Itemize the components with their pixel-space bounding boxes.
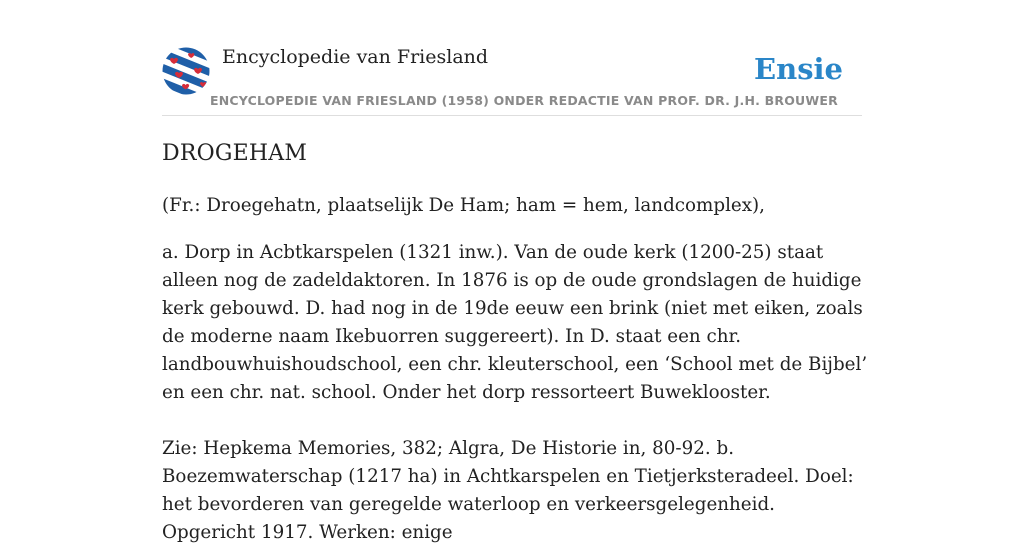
ensie-brand-link[interactable]: Ensie xyxy=(754,52,843,86)
article-paragraph: Zie: Hepkema Memories, 382; Algra, De Historie in, 80-92. b. Boezemwaterschap (1217 ha) in Achtkarspelen en Tietjerksteradeel. Doel: het bevorderen van geregelde waterloop en verkeersgelegenheid. Opgericht 1917. Werken: enige xyxy=(162,438,854,543)
site-subtitle: ENCYCLOPEDIE VAN FRIESLAND (1958) ONDER REDACTIE VAN PROF. DR. J.H. BROUWER xyxy=(210,93,838,108)
article-title: DROGEHAM xyxy=(162,141,308,166)
article-lead: (Fr.: Droegehatn, plaatselijk De Ham; ham = hem, landcomplex), xyxy=(162,195,765,216)
article xyxy=(162,138,868,547)
header-divider xyxy=(162,115,862,116)
site-title-link[interactable]: Encyclopedie van Friesland xyxy=(222,46,489,68)
article-paragraph: a. Dorp in Acbtkarspelen (1321 inw.). Van de oude kerk (1200-25) staat alleen nog de zadeldaktoren. In 1876 is op de oude grondslagen de huidige kerk gebouwd. D. had nog in de 19de eeuw een brink (niet met eiken, zoals de moderne naam Ikebuorren suggereert). In D. staat een chr. landbouwhuishoudschool, een chr. kleuterschool, een ‘School met de Bijbel’ en een chr. nat. school. Onder het dorp ressorteert Buweklooster. xyxy=(162,242,868,403)
frisian-flag-icon[interactable] xyxy=(162,47,210,95)
site-header xyxy=(162,46,862,116)
